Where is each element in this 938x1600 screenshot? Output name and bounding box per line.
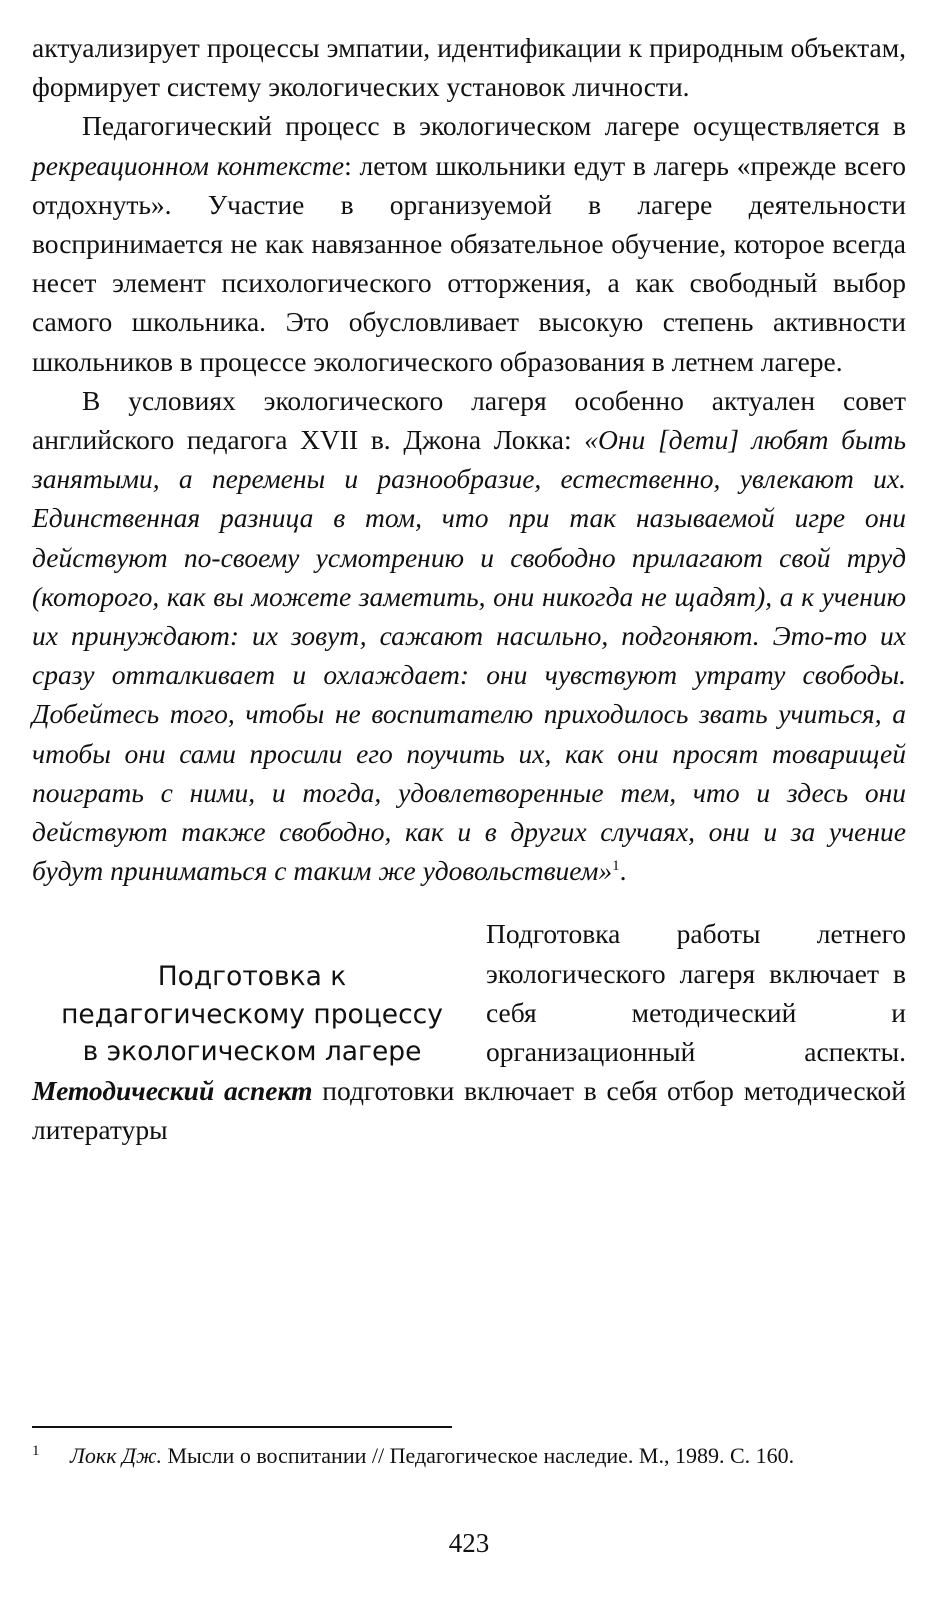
paragraph-2-start: Педагогический процесс в экологическом лагере осуществляется в — [82, 110, 906, 142]
footnote-text: Мысли о воспитании // Педагогическое наследие. М., 1989. С. 160. — [161, 1443, 795, 1468]
locke-quote: «Они [дети] любят быть занятыми, а перемены и разнообразие, естественно, увлекают их. Единственная разница в том, что при так называемой игре они действуют по-своему усмотрению и свободно прилагают свой труд (которого, как вы можете заметить, они никогда не щадят), а к учению их принуждают: их зовут, сажают насильно, подгоняют. Это-то их сразу отталкивает и охлаждает: они чувствуют утрату свободы. Добейтесь того, чтобы не воспитателю приходилось звать учиться, а чтобы они сами просили его поучить их, как они просят товарищей поиграть с ними, и тогда, удовлетворенные тем, что и здесь они действуют также свободно, как и в других случаях, они и за учение будут приниматься с таким же удовольствием» — [32, 424, 906, 887]
paragraph-3-start: В условиях экологического лагеря особенно актуален совет английского педагога XVII в. Джона Локка: — [32, 384, 906, 456]
footnote-divider — [32, 1426, 452, 1428]
paragraph-3-end: . — [619, 855, 627, 887]
page-body — [32, 28, 906, 1150]
paragraph-1 — [32, 28, 906, 106]
paragraph-3 — [32, 381, 906, 891]
paragraph-4-end: подготовки включает в себя отбор методической литературы — [32, 1075, 906, 1146]
paragraph-2-emphasis: рекреационном контексте — [32, 149, 345, 181]
section-preparation — [32, 914, 906, 1149]
paragraph-1-text: актуализирует процессы эмпатии, идентификации к природным объектам, формирует систему экологических установок личности. — [32, 32, 906, 103]
section-heading-line-2: педагогическому процессу — [61, 998, 443, 1030]
footnote — [32, 1440, 906, 1472]
paragraph-2-end: : летом школьники едут в лагерь «прежде всего отдохнуть». Участие в организуемой в лагере деятельности воспринимается не как навязанное обязательное обучение, которое всегда несет элемент психологического отторжения, а как свободный выбор самого школьника. Это обусловливает высокую степень активности школьников в процессе экологического образования в летнем лагере. — [32, 149, 906, 377]
section-heading-line-1: Подготовка к — [157, 961, 347, 993]
section-heading-line-3: в экологическом лагере — [82, 1036, 422, 1068]
footnote-number: 1 — [32, 1443, 40, 1459]
paragraph-4-start: Подготовка работы летнего экологического лагеря включает в себя методический и организационный аспекты. — [486, 918, 906, 1068]
footnote-author: Локк Дж. — [70, 1443, 162, 1468]
footnote-reference[interactable]: 1 — [612, 858, 620, 875]
section-heading — [32, 958, 472, 1071]
paragraph-2 — [32, 106, 906, 380]
footnote-body — [70, 1440, 902, 1472]
paragraph-4-bold-term: Методический аспект — [32, 1075, 313, 1107]
page-number: 423 — [448, 1528, 490, 1558]
